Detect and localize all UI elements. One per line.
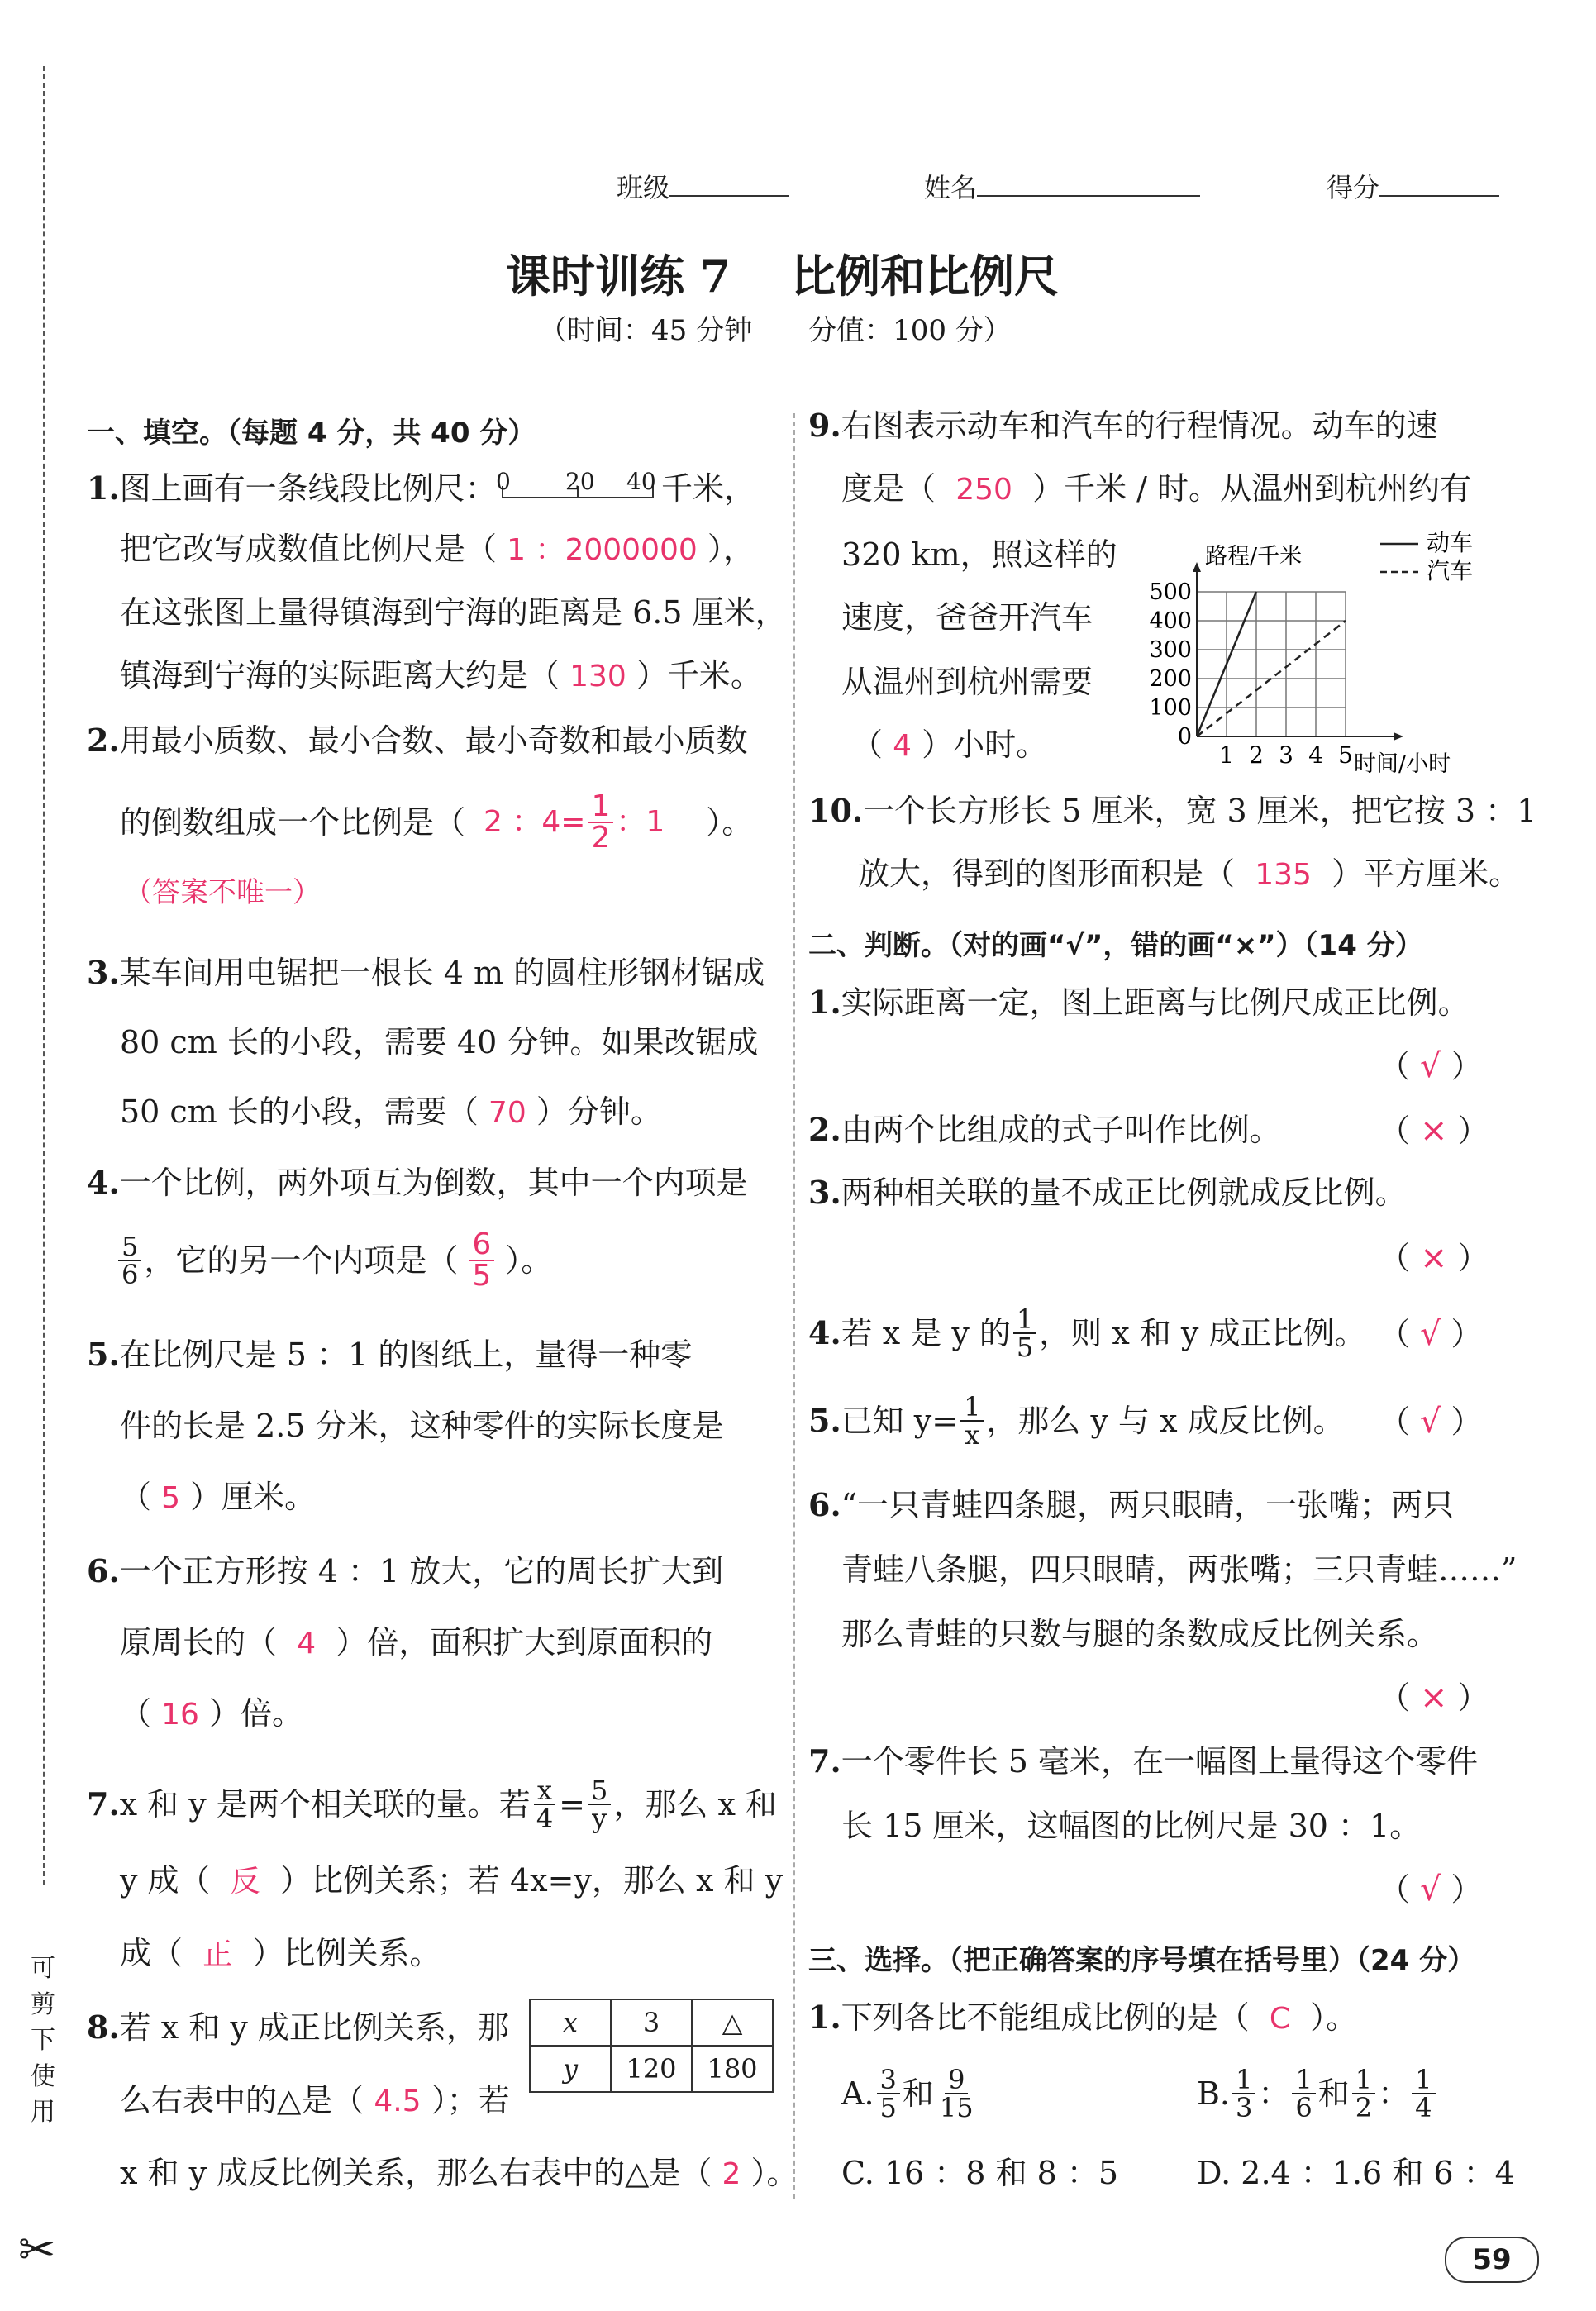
judge-7: 7.一个零件长 5 毫米，在一幅图上量得这个零件 <box>808 1742 1479 1780</box>
answer: C <box>1269 2002 1290 2036</box>
answer: 4 <box>297 1627 317 1661</box>
answer: 4.5 <box>374 2085 422 2118</box>
class-label: 班级 <box>617 172 670 203</box>
y-tick-label: 400 <box>1149 608 1192 634</box>
origin-label: 0 <box>1177 724 1192 750</box>
q9-line2: 度是（ 250 ）千米 / 时。从温州到杭州约有 <box>841 470 1472 507</box>
q1-line4: 镇海到宁海的实际距离大约是（ 130 ）千米。 <box>120 657 762 693</box>
y-axis-arrow <box>1193 562 1201 572</box>
q4-line2: $\frac{5}{6}$ ，它的另一个内项是（ $\frac{6}{5}$ ）。 <box>116 1230 552 1291</box>
answer: 2 ：4= $\frac{1}{2}$ ：1 <box>484 789 665 855</box>
q4-line1: 4.一个比例，两外项互为倒数，其中一个内项是 <box>87 1164 748 1201</box>
answer: 2 <box>722 2157 741 2191</box>
choice-1: 1.下列各比不能组成比例的是（ C ）。 <box>808 1999 1358 2036</box>
answer: 250 <box>955 473 1012 507</box>
q6-line3: （ 16 ）倍。 <box>120 1695 304 1732</box>
scale-tick-0: 0 <box>496 468 511 495</box>
table-cell: 180 <box>692 2046 773 2092</box>
answer: 130 <box>569 660 626 693</box>
option-c: C. 16 ：8 和 8 ：5 <box>841 2155 1119 2191</box>
answer: 4 <box>893 729 912 763</box>
judge-5: 5. 已知 y= $\frac{1}{x}$ ，那么 y 与 x 成反比例。 <box>808 1391 1345 1451</box>
section1-heading: 一、填空。（每题 4 分，共 40 分） <box>87 417 536 450</box>
judge-2-answer: （ × ） <box>1379 1112 1489 1150</box>
q2-line2: 的倒数组成一个比例是（ 2 ：4= $\frac{1}{2}$ ：1 ）。 <box>120 789 754 855</box>
judge-7-answer: （ √ ） <box>1379 1870 1483 1908</box>
q7-line3: 成（ 正 ）比例关系。 <box>120 1935 441 1971</box>
cut-text: 可 剪 下 使 用 <box>31 1954 55 2127</box>
judge-1: 1.实际距离一定，图上距离与比例尺成正比例。 <box>808 984 1470 1021</box>
page-title: 课时训练 7 比例和比例尺 <box>506 250 1060 303</box>
q10-line1: 10.一个长方形长 5 厘米，宽 3 厘米，把它按 3 ：1 <box>808 792 1537 829</box>
judge-3: 3.两种相关联的量不成正比例就成反比例。 <box>808 1174 1407 1211</box>
table-cell: y <box>530 2046 611 2092</box>
y-tick-label: 500 <box>1149 579 1192 605</box>
answer: 135 <box>1255 858 1312 892</box>
judge-6-line2: 青蛙八条腿，四只眼睛，两张嘴；三只青蛙……” <box>841 1551 1517 1588</box>
q9-line1: 9.右图表示动车和汽车的行程情况。动车的速 <box>808 407 1438 444</box>
q8-line3: x 和 y 成反比例关系，那么右表中的△是（ 2 ）。 <box>120 2155 798 2191</box>
cut-line <box>43 66 45 1885</box>
q8-table <box>529 1999 774 2093</box>
x-tick-label: 4 <box>1308 741 1323 769</box>
table-cell: 120 <box>611 2046 692 2092</box>
answer: 16 <box>161 1698 199 1732</box>
answer: 正 <box>202 1937 233 1971</box>
subtitle: （时间：45 分钟 分值：100 分） <box>539 314 1012 347</box>
q8-line2: 么右表中的△是（ 4.5 ）；若 <box>120 2082 510 2118</box>
answer: $\frac{6}{5}$ <box>466 1230 497 1291</box>
line-scale-ruler <box>496 468 660 506</box>
q9-line5: 从温州到杭州需要 <box>841 664 1093 700</box>
q3-line2: 80 cm 长的小段，需要 40 分钟。如果改锯成 <box>120 1024 759 1060</box>
q5-line3: （ 5 ）厘米。 <box>120 1479 317 1515</box>
section2-heading: 二、判断。（对的画“√”，错的画“×”）（14 分） <box>808 929 1423 962</box>
q5-line2: 件的长是 2.5 分米，这种零件的实际长度是 <box>120 1408 724 1444</box>
q2-note: （答案不唯一） <box>124 876 321 909</box>
q6-line1: 6.一个正方形按 4 ：1 放大，它的周长扩大到 <box>87 1552 724 1589</box>
x-axis-label: 时间/小时 <box>1354 751 1451 777</box>
answer: 5 <box>161 1481 181 1515</box>
column-divider <box>793 413 795 2199</box>
q7-line1: 7. x 和 y 是两个相关联的量。若 $\frac{x}{4}$ = $\frac{5}{y}$ ，那么 x 和 <box>87 1775 777 1834</box>
judge-6-line3: 那么青蛙的只数与腿的条数成反比例关系。 <box>841 1616 1439 1652</box>
q3-line1: 3.某车间用电锯把一根长 4 m 的圆柱形钢材锯成 <box>87 954 765 991</box>
option-d: D. 2.4 ：1.6 和 6 ：4 <box>1197 2155 1515 2191</box>
legend-label: 汽车 <box>1427 557 1474 584</box>
answer: 70 <box>488 1096 526 1130</box>
scale-tick-20: 20 <box>565 468 595 495</box>
judge-6-answer: （ × ） <box>1379 1679 1489 1717</box>
option-a: A. $\frac{3}{5}$ 和 $\frac{9}{15}$ <box>841 2064 974 2123</box>
q1-line3: 在这张图上量得镇海到宁海的距离是 6.5 厘米， <box>120 594 787 631</box>
option-b: B. $\frac{1}{3}$ ： $\frac{1}{6}$ 和 $\frac{1}{2}$ ： $\frac{1}{4}$ <box>1197 2066 1438 2121</box>
judge-6: 6.“一只青蛙四条腿，两只眼睛，一张嘴；两只 <box>808 1486 1455 1523</box>
judge-4: 4. 若 x 是 y 的 $\frac{1}{5}$ ，则 x 和 y 成正比例。 <box>808 1303 1366 1363</box>
q10-line2: 放大，得到的图形面积是（ 135 ）平方厘米。 <box>858 855 1521 892</box>
table-cell: x <box>530 1999 611 2046</box>
y-tick-label: 200 <box>1149 666 1192 692</box>
judge-4-answer: （ √ ） <box>1379 1315 1483 1353</box>
q7-line2: y 成（ 反 ）比例关系；若 4x=y，那么 x 和 y <box>120 1862 784 1899</box>
judge-3-answer: （ × ） <box>1379 1239 1489 1277</box>
q1-line1: 1.图上画有一条线段比例尺： <box>87 469 497 507</box>
q9-line4: 速度，爸爸开汽车 <box>841 599 1093 636</box>
x-axis-arrow <box>1394 732 1403 741</box>
q2-line1: 2.用最小质数、最小合数、最小奇数和最小质数 <box>87 722 748 759</box>
q1-scale-unit: 千米， <box>661 470 756 507</box>
q9-line3: 320 km，照这样的 <box>841 536 1117 573</box>
table-cell: 3 <box>611 1999 692 2046</box>
y-tick-label: 100 <box>1149 695 1192 721</box>
q5-line1: 5.在比例尺是 5 ：1 的图纸上，量得一种零 <box>87 1336 693 1373</box>
q1-line2: 把它改写成数值比例尺是（ 1 ：2000000 ）， <box>120 531 755 567</box>
judge-2: 2.由两个比组成的式子叫作比例。 <box>808 1111 1281 1148</box>
x-tick-label: 3 <box>1279 741 1293 769</box>
q3-line3: 50 cm 长的小段，需要（ 70 ）分钟。 <box>120 1094 662 1130</box>
q8-line1: 8.若 x 和 y 成正比例关系，那 <box>87 2008 509 2046</box>
score-label: 得分 <box>1327 172 1380 203</box>
x-tick-label: 2 <box>1249 741 1264 769</box>
judge-7-line2: 长 15 厘米，这幅图的比例尺是 30 ：1。 <box>841 1808 1422 1844</box>
name-field <box>924 172 1200 201</box>
scale-tick-40: 40 <box>626 468 656 495</box>
page-number: 59 <box>1445 2237 1539 2283</box>
answer: 1 ：2000000 <box>507 533 698 567</box>
answer: 反 <box>230 1865 260 1899</box>
y-tick-label: 300 <box>1149 637 1192 663</box>
judge-1-answer: （ √ ） <box>1379 1047 1483 1085</box>
distance-time-chart <box>1132 526 1579 784</box>
scissors-icon: ✂ <box>18 2223 56 2275</box>
name-label: 姓名 <box>924 172 978 203</box>
x-tick-label: 1 <box>1219 741 1234 769</box>
judge-5-answer: （ √ ） <box>1379 1403 1483 1441</box>
score-field <box>1327 172 1499 201</box>
q6-line2: 原周长的（ 4 ）倍，面积扩大到原面积的 <box>120 1624 713 1661</box>
q9-line6: （ 4 ）小时。 <box>851 727 1048 763</box>
table-cell: △ <box>692 1999 773 2046</box>
legend-label: 动车 <box>1427 529 1474 556</box>
y-axis-label: 路程/千米 <box>1205 544 1303 569</box>
x-tick-label: 5 <box>1338 741 1353 769</box>
class-field <box>617 172 789 201</box>
section3-heading: 三、选择。（把正确答案的序号填在括号里）（24 分） <box>808 1944 1476 1977</box>
